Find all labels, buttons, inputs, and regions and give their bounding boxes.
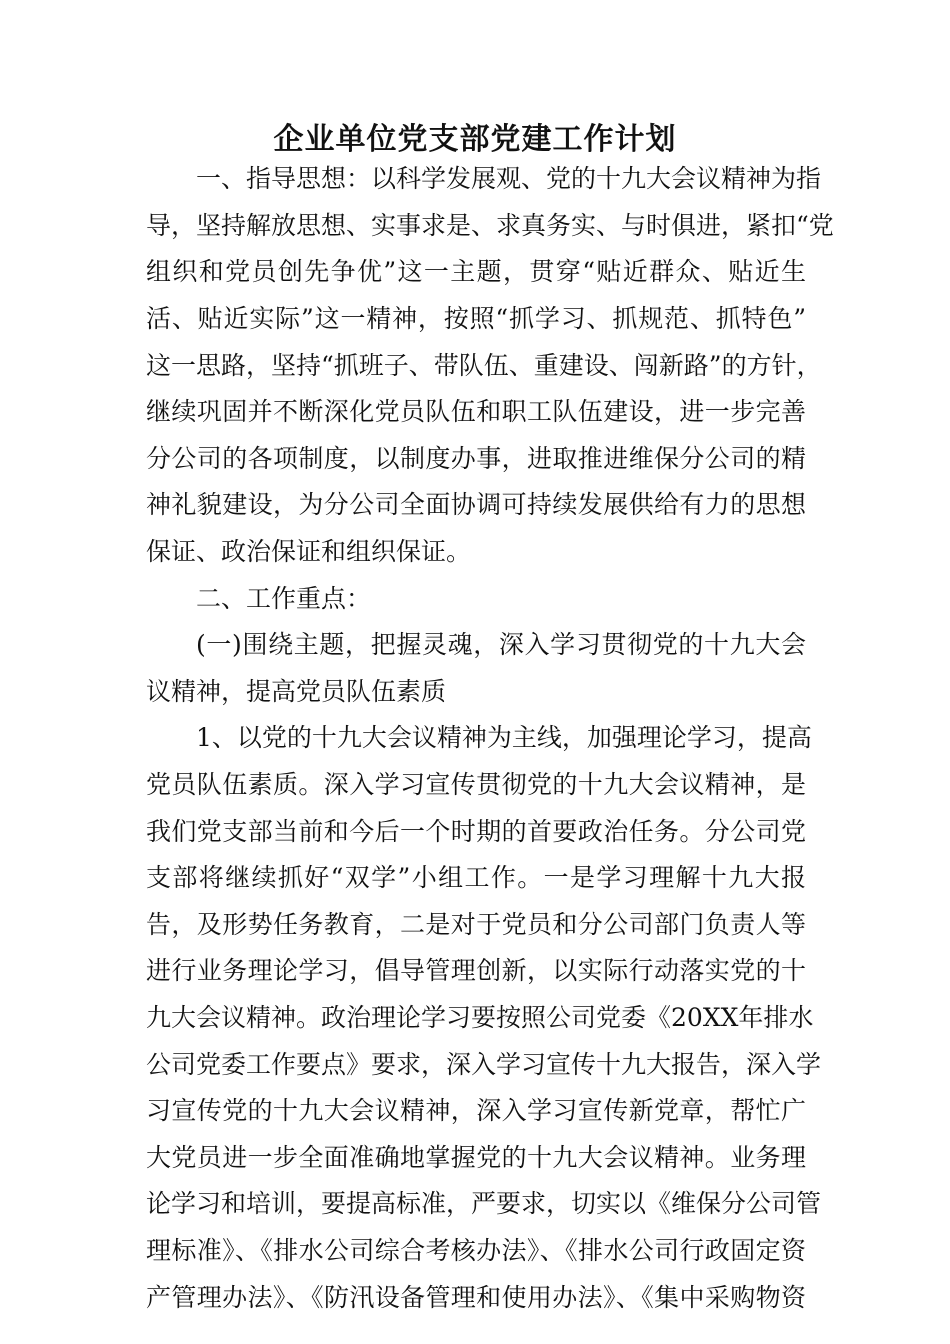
document-title: 企业单位党支部党建工作计划 — [273, 122, 677, 157]
paragraph-line: 进行业务理论学习，倡导管理创新，以实际行动落实党的十 — [146, 956, 806, 985]
paragraph-line: 党员队伍素质。深入学习宣传贯彻党的十九大会议精神，是 — [146, 770, 806, 799]
paragraph-line: 这一思路，坚持“抓班子、带队伍、重建设、闯新路”的方针， — [146, 351, 822, 380]
paragraph-line: 1、以党的十九大会议精神为主线，加强理论学习，提高 — [196, 723, 812, 752]
paragraph-line: 保证、政治保证和组织保证。 — [146, 537, 472, 566]
paragraph-line: 九大会议精神。政治理论学习要按照公司党委《20XX年排水 — [146, 1003, 814, 1032]
subsection-heading-line: (一)围绕主题，把握灵魂，深入学习贯彻党的十九大会 — [196, 630, 806, 659]
paragraph-line: 一、指导思想：以科学发展观、党的十九大会议精神为指 — [196, 164, 822, 193]
paragraph-line: 大党员进一步全面准确地掌握党的十九大会议精神。业务理 — [146, 1143, 806, 1172]
paragraph-line: 公司党委工作要点》要求，深入学习宣传十九大报告，深入学 — [146, 1050, 822, 1079]
paragraph-line: 我们党支部当前和今后一个时期的首要政治任务。分公司党 — [146, 817, 806, 846]
paragraph-line: 论学习和培训，要提高标准，严要求，切实以《维保分公司管 — [146, 1189, 822, 1218]
paragraph-line: 告，及形势任务教育，二是对于党员和分公司部门负责人等 — [146, 910, 806, 939]
subsection-heading-line: 议精神，提高党员队伍素质 — [146, 677, 447, 706]
section-heading: 二、工作重点： — [196, 584, 372, 613]
paragraph-line: 导，坚持解放思想、实事求是、求真务实、与时俱进，紧扣“党 — [146, 211, 834, 240]
paragraph-line: 活、贴近实际”这一精神，按照“抓学习、抓规范、抓特色” — [146, 304, 806, 333]
paragraph-line: 神礼貌建设，为分公司全面协调可持续发展供给有力的思想 — [146, 490, 806, 519]
paragraph-line: 继续巩固并不断深化党员队伍和职工队伍建设，进一步完善 — [146, 397, 806, 426]
paragraph-line: 习宣传党的十九大会议精神，深入学习宣传新党章，帮忙广 — [146, 1096, 806, 1125]
paragraph-line: 支部将继续抓好“双学”小组工作。一是学习理解十九大报 — [146, 863, 806, 892]
paragraph-line: 组织和党员创先争优”这一主题，贯穿“贴近群众、贴近生 — [146, 257, 806, 286]
paragraph-line: 理标准》、《排水公司综合考核办法》、《排水公司行政固定资 — [146, 1236, 806, 1265]
paragraph-line: 产管理办法》、《防汛设备管理和使用办法》、《集中采购物资 — [146, 1283, 806, 1312]
paragraph-line: 分公司的各项制度，以制度办事，进取推进维保分公司的精 — [146, 444, 806, 473]
